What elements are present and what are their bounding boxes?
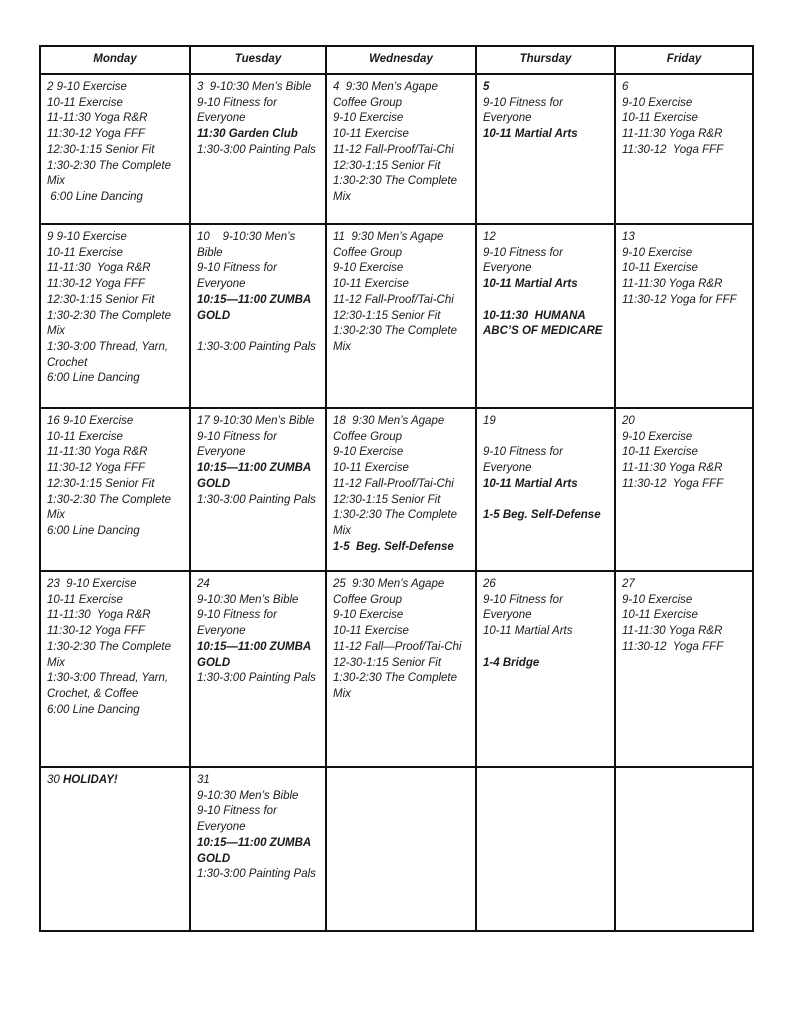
event-line: Mix xyxy=(333,340,351,353)
event-line: 9-10 Exercise xyxy=(333,262,404,275)
event-line: 10-11:30 HUMANA xyxy=(483,309,586,322)
event-line: 9-10 Exercise xyxy=(622,593,693,606)
event-line: 1:30-2:30 The Complete xyxy=(333,325,458,338)
event-line: 9-10 Exercise xyxy=(622,430,693,443)
day-cell-monday xyxy=(40,408,190,571)
event-line: 12-30-1:15 Senior Fit xyxy=(333,656,442,669)
event-line: Mix xyxy=(333,687,351,700)
event-line: 9-10:30 Men’s Bible xyxy=(197,593,299,606)
event-line: 17 9-10:30 Men’s Bible xyxy=(197,415,315,427)
day-cell-thursday xyxy=(476,408,615,571)
event-line: 10:15—11:00 ZUMBA xyxy=(197,836,312,849)
event-line: Crochet, & Coffee xyxy=(47,687,139,700)
event-line: 11:30-12 Yoga FFF xyxy=(47,278,146,291)
day-header-row xyxy=(40,46,753,74)
day-cell-wednesday xyxy=(326,224,476,408)
event-line: 1:30-3:00 Painting Pals xyxy=(197,672,316,685)
event-line: 10-11 Exercise xyxy=(47,246,123,259)
event-line: Mix xyxy=(47,175,65,188)
event-line: 11-11:30 Yoga R&R xyxy=(47,112,148,125)
event-line: 16 9-10 Exercise xyxy=(47,415,134,427)
event-line: 9-10 Fitness for xyxy=(483,246,563,259)
event-line: 9-10 Exercise xyxy=(333,112,404,125)
event-line: 6 xyxy=(622,81,629,93)
event-line: Everyone xyxy=(197,821,246,834)
event-line: 12 xyxy=(483,231,496,243)
event-line: 6:00 Line Dancing xyxy=(47,703,140,716)
event-line: 10-11 Martial Arts xyxy=(483,625,573,638)
event-line: 10-11 Exercise xyxy=(622,262,698,275)
event-line: GOLD xyxy=(197,656,231,669)
event-line: 11-11:30 Yoga R&R xyxy=(622,128,723,141)
event-line: 6:00 Line Dancing xyxy=(47,190,143,203)
event-line: 11:30-12 Yoga FFF xyxy=(622,477,724,490)
event-line: 1-5 Beg. Self-Defense xyxy=(333,540,454,553)
event-line: 1:30-3:00 Painting Pals xyxy=(197,340,316,353)
event-line: 12:30-1:15 Senior Fit xyxy=(333,309,441,322)
event-line: 9-10 Fitness for xyxy=(197,430,277,443)
week-row xyxy=(40,74,753,224)
day-cell-thursday xyxy=(476,571,615,767)
event-line: 9-10 Fitness for xyxy=(483,593,563,606)
event-line: 1:30-2:30 The Complete xyxy=(47,159,172,172)
event-line: 11:30-12 Yoga FFF xyxy=(47,462,146,475)
event-line: 25 9:30 Men’s Agape xyxy=(333,578,445,590)
event-line: 1:30-3:00 Painting Pals xyxy=(197,493,316,506)
event-line xyxy=(47,773,185,789)
event-line: 11-11:30 Yoga R&R xyxy=(622,625,723,638)
event-line: 13 xyxy=(622,231,635,243)
blank-line xyxy=(483,493,610,509)
event-line: 9-10 Exercise xyxy=(622,246,693,259)
day-cell-wednesday xyxy=(326,571,476,767)
blank-line xyxy=(483,293,610,309)
event-line: 12:30-1:15 Senior Fit xyxy=(47,477,155,490)
event-line: 1:30-2:30 The Complete xyxy=(47,493,172,506)
event-line: 10-11 Exercise xyxy=(47,430,123,443)
day-cell-tuesday xyxy=(190,571,326,767)
event-line: 11:30-12 Yoga FFF xyxy=(622,640,724,653)
day-cell-thursday xyxy=(476,767,615,931)
day-cell-thursday xyxy=(476,74,615,224)
event-line: 9-10 Fitness for xyxy=(197,96,277,109)
event-line: 11:30-12 Yoga FFF xyxy=(47,128,146,141)
event-line: 9-10:30 Men’s Bible xyxy=(197,789,299,802)
day-cell-friday xyxy=(615,571,753,767)
event-line: 11-11:30 Yoga R&R xyxy=(622,462,723,475)
event-line: Coffee Group xyxy=(333,593,403,606)
event-line: 1:30-3:00 Thread, Yarn, xyxy=(47,672,169,685)
event-line: 9-10 Fitness for xyxy=(483,446,563,459)
event-line: GOLD xyxy=(197,477,231,490)
day-cell-monday xyxy=(40,571,190,767)
event-line: 6:00 Line Dancing xyxy=(47,372,140,385)
event-line: Bible xyxy=(197,246,223,259)
event-line: GOLD xyxy=(197,852,231,865)
event-line: 10-11 Martial Arts xyxy=(483,128,578,141)
week-row xyxy=(40,767,753,931)
event-line: Everyone xyxy=(483,262,532,275)
event-line: 10-11 Exercise xyxy=(333,462,409,475)
week-row xyxy=(40,224,753,408)
event-line: 9-10 Exercise xyxy=(333,609,404,622)
event-line: Mix xyxy=(47,656,65,669)
event-line: 1:30-2:30 The Complete xyxy=(47,640,172,653)
event-line: 10-11 Exercise xyxy=(622,446,698,459)
event-line: 10-11 Exercise xyxy=(622,112,698,125)
event-line: 10-11 Exercise xyxy=(333,128,409,141)
day-cell-friday xyxy=(615,767,753,931)
event-line: 19 xyxy=(483,415,496,427)
event-line: 2 9-10 Exercise xyxy=(47,81,127,93)
event-line: 9-10 Fitness for xyxy=(197,805,277,818)
event-line: 26 xyxy=(483,578,496,590)
event-line: 20 xyxy=(622,415,635,427)
event-line: 10-11 Exercise xyxy=(333,625,409,638)
calendar-table xyxy=(39,45,754,932)
day-cell-wednesday xyxy=(326,767,476,931)
event-line: 23 9-10 Exercise xyxy=(47,578,137,590)
event-line: 6:00 Line Dancing xyxy=(47,524,140,537)
event-line: Everyone xyxy=(197,112,246,125)
day-cell-tuesday xyxy=(190,767,326,931)
event-line: 31 xyxy=(197,774,210,786)
event-line: Everyone xyxy=(197,446,246,459)
day-header-thursday: Thursday xyxy=(476,46,615,74)
event-line: 12:30-1:15 Senior Fit xyxy=(333,493,441,506)
day-cell-friday xyxy=(615,74,753,224)
event-line: 3 9-10:30 Men’s Bible xyxy=(197,81,312,93)
event-line: 11-12 Fall-Proof/Tai-Chi xyxy=(333,477,454,490)
blank-line xyxy=(483,640,610,656)
event-line: 1-5 Beg. Self-Defense xyxy=(483,509,601,522)
day-cell-monday xyxy=(40,74,190,224)
date-number: 30 xyxy=(47,774,63,786)
event-line: 1:30-2:30 The Complete xyxy=(333,509,458,522)
event-line: Everyone xyxy=(197,278,246,291)
day-header-tuesday: Tuesday xyxy=(190,46,326,74)
blank-line xyxy=(197,324,321,340)
event-line: 10-11 Exercise xyxy=(622,609,698,622)
event-line: 12:30-1:15 Senior Fit xyxy=(333,159,441,172)
day-cell-tuesday xyxy=(190,224,326,408)
event-line: 9-10 Fitness for xyxy=(197,262,277,275)
event-line: 1:30-2:30 The Complete xyxy=(333,175,458,188)
day-cell-tuesday xyxy=(190,408,326,571)
event-line: 10-11 Martial Arts xyxy=(483,278,578,291)
event-line: 1-4 Bridge xyxy=(483,656,540,669)
day-cell-wednesday xyxy=(326,408,476,571)
day-cell-wednesday xyxy=(326,74,476,224)
event-line: Mix xyxy=(47,509,65,522)
event-line: 1:30-3:00 Painting Pals xyxy=(197,143,316,156)
event-line: 9-10 Exercise xyxy=(622,96,693,109)
day-cell-monday xyxy=(40,767,190,931)
event-line: 1:30-3:00 Painting Pals xyxy=(197,868,316,881)
event-line: Everyone xyxy=(483,609,532,622)
event-line: 10-11 Martial Arts xyxy=(483,477,578,490)
event-line: Coffee Group xyxy=(333,246,403,259)
event-line: Everyone xyxy=(483,112,532,125)
event-line: 1:30-3:00 Thread, Yarn, xyxy=(47,340,169,353)
event-line: 27 xyxy=(622,578,635,590)
week-row xyxy=(40,571,753,767)
event-line: Coffee Group xyxy=(333,96,403,109)
event-line: 11:30-12 Yoga FFF xyxy=(47,625,146,638)
day-cell-tuesday xyxy=(190,74,326,224)
day-cell-friday xyxy=(615,408,753,571)
event-line: 10-11 Exercise xyxy=(47,593,123,606)
day-cell-friday xyxy=(615,224,753,408)
event-line: GOLD xyxy=(197,309,231,322)
day-cell-monday xyxy=(40,224,190,408)
event-line: 4 9:30 Men’s Agape xyxy=(333,81,438,93)
event-line: 9-10 Fitness for xyxy=(483,96,563,109)
event-line: Everyone xyxy=(197,625,246,638)
event-line: ABC’S OF MEDICARE xyxy=(483,325,603,338)
event-line: 10:15—11:00 ZUMBA xyxy=(197,462,312,475)
event-line: Mix xyxy=(333,524,351,537)
event-line: 9-10 Exercise xyxy=(333,446,404,459)
event-line: 11-11:30 Yoga R&R xyxy=(47,446,148,459)
event-line: 11 9:30 Men’s Agape xyxy=(333,231,444,243)
week-row xyxy=(40,408,753,571)
event-line: 5 xyxy=(483,81,490,93)
event-line: 10:15—11:00 ZUMBA xyxy=(197,293,312,306)
event-line: 9-10 Fitness for xyxy=(197,609,277,622)
event-line: 11-12 Fall—Proof/Tai-Chi xyxy=(333,640,462,653)
calendar-body xyxy=(40,74,753,931)
event-line: 11-11:30 Yoga R&R xyxy=(47,262,151,275)
event-line: 18 9:30 Men’s Agape xyxy=(333,415,445,427)
event-line: 9 9-10 Exercise xyxy=(47,231,127,243)
day-header-monday: Monday xyxy=(40,46,190,74)
event-line: 10:15—11:00 ZUMBA xyxy=(197,640,312,653)
event-line: 12:30-1:15 Senior Fit xyxy=(47,143,155,156)
event-line: 1:30-2:30 The Complete xyxy=(333,672,458,685)
event-line: 10-11 Exercise xyxy=(47,96,123,109)
event-line: 11-12 Fall-Proof/Tai-Chi xyxy=(333,293,454,306)
day-header-friday: Friday xyxy=(615,46,753,74)
event-line: 11-12 Fall-Proof/Tai-Chi xyxy=(333,143,454,156)
event-line: 11:30 Garden Club xyxy=(197,128,298,141)
event-line: 11-11:30 Yoga R&R xyxy=(47,609,151,622)
event-line: 10-11 Exercise xyxy=(333,278,409,291)
blank-line xyxy=(483,430,610,446)
event-line: 11:30-12 Yoga for FFF xyxy=(622,293,737,306)
event-line: 12:30-1:15 Senior Fit xyxy=(47,293,155,306)
event-line: Mix xyxy=(333,190,351,203)
event-line: Everyone xyxy=(483,462,532,475)
event-line: 11:30-12 Yoga FFF xyxy=(622,143,724,156)
day-cell-thursday xyxy=(476,224,615,408)
event-line: 24 xyxy=(197,578,210,590)
event-line: Crochet xyxy=(47,356,88,369)
event-line: Mix xyxy=(47,325,65,338)
event-line: 11-11:30 Yoga R&R xyxy=(622,278,723,291)
event-line: 10 9-10:30 Men’s xyxy=(197,231,296,243)
event-text: HOLIDAY! xyxy=(63,774,118,786)
event-line: 1:30-2:30 The Complete xyxy=(47,309,172,322)
event-line: Coffee Group xyxy=(333,430,403,443)
day-header-wednesday: Wednesday xyxy=(326,46,476,74)
